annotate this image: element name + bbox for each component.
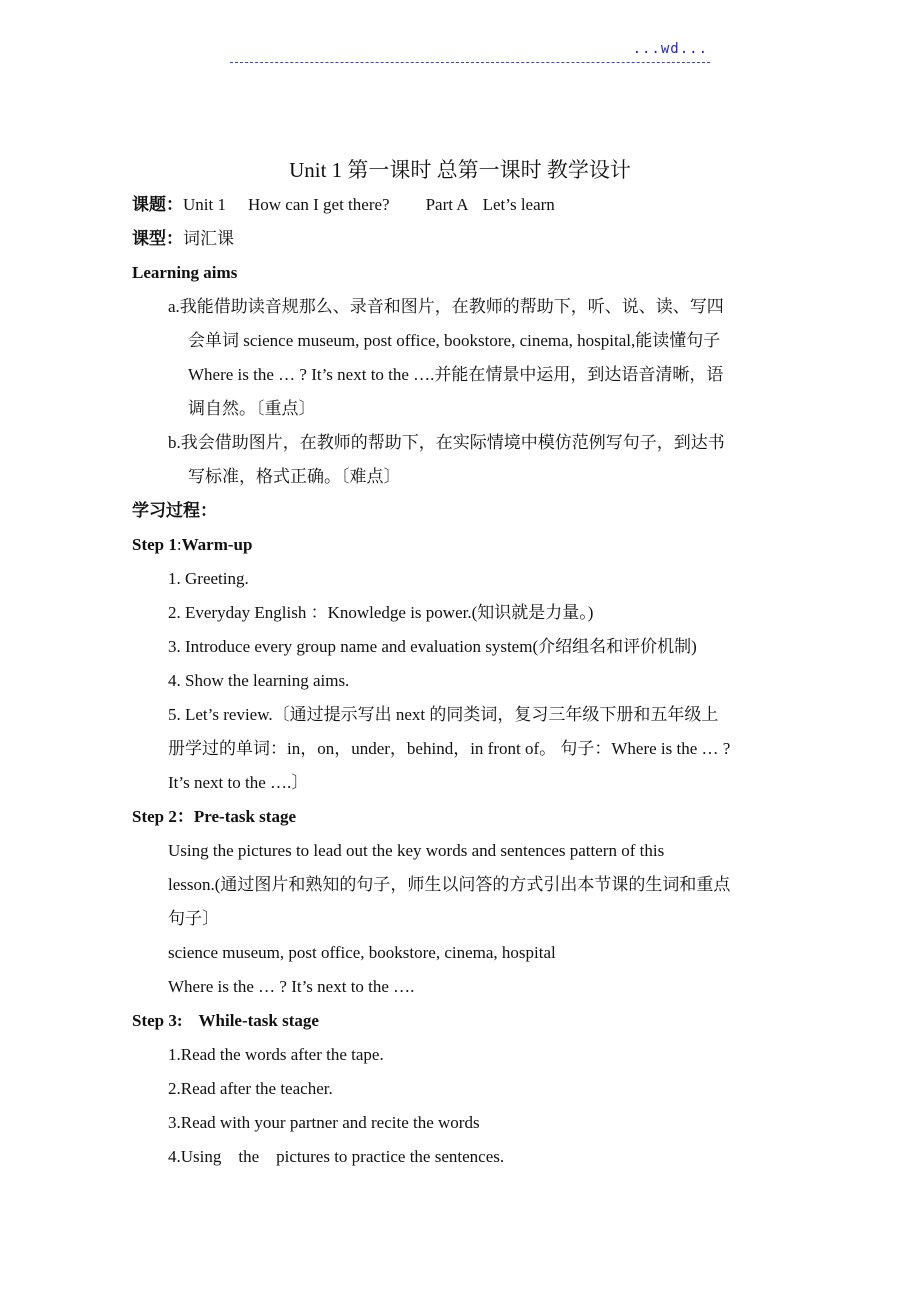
topic-unit: Unit 1 — [183, 195, 226, 214]
aim-a-line: 调自然。〔重点〕 — [188, 399, 316, 418]
topic-question: How can I get there? — [247, 195, 390, 214]
step1-item: 3. Introduce every group name and evaluation system(介绍组名和评价机制) — [168, 637, 697, 656]
step3-item: 4.Using the pictures to practice the sentences. — [168, 1147, 505, 1166]
step1-name: Warm-up — [181, 535, 253, 554]
step2-line: lesson.(通过图片和熟知的句子，师生以问答的方式引出本节课的生词和重点 — [168, 875, 731, 894]
step1-item: It’s next to the ….〕 — [168, 773, 309, 792]
step3-label: Step 3: — [132, 1011, 183, 1030]
topic-label: 课题： — [132, 195, 183, 214]
step3-item: 1.Read the words after the tape. — [168, 1045, 384, 1064]
type-line — [132, 228, 234, 250]
step1-sep: : — [176, 535, 182, 554]
aim-b-line: b.我会借助图片，在教师的帮助下，在实际情境中模仿范例写句子，到达书 — [168, 433, 725, 452]
aim-a-line: Where is the … ? It’s next to the ….并能在情景中运用，到达语音清晰，语 — [188, 365, 724, 384]
step3-item: 3.Read with your partner and recite the words — [168, 1113, 480, 1132]
step2-line: Using the pictures to lead out the key words and sentences pattern of this — [168, 841, 665, 860]
process-heading: 学习过程： — [132, 501, 217, 520]
step1-item: 册学过的单词：in，on，under，behind，in front of。 句子：Where is the … ? — [168, 739, 731, 758]
step1-item: 5. Let’s review.〔通过提示写出 next 的同类词，复习三年级下册和五年级上 — [168, 705, 719, 724]
aim-a-line: a.我能借助读音规那么、录音和图片，在教师的帮助下，听、说、读、写四 — [168, 297, 724, 316]
aim-b-line: 写标准，格式正确。〔难点〕 — [188, 467, 401, 486]
topic-sub: Let’s learn — [482, 195, 555, 214]
topic-part: Part A — [425, 195, 469, 214]
step3-name: While-task stage — [198, 1011, 319, 1030]
step3-item: 2.Read after the teacher. — [168, 1079, 333, 1098]
step2-line: Where is the … ? It’s next to the …. — [168, 977, 415, 996]
type-label: 课型： — [132, 229, 183, 248]
page-header-rule — [230, 40, 710, 63]
step1-heading — [132, 534, 252, 556]
aims-heading: Learning aims — [132, 263, 238, 282]
header-mark: ...wd... — [632, 41, 708, 57]
step1-label: Step 1 — [132, 535, 177, 554]
topic-line — [132, 194, 555, 216]
step2-line: science museum, post office, bookstore, cinema, hospital — [168, 943, 556, 962]
type-value: 词汇课 — [183, 229, 234, 248]
step3-heading — [132, 1010, 319, 1032]
step2-heading: Step 2：Pre-task stage — [132, 807, 296, 826]
step2-line: 句子〕 — [168, 909, 219, 928]
aim-a-line: 会单词 science museum, post office, bookstore, cinema, hospital,能读懂句子 — [188, 331, 721, 350]
page-title: Unit 1 第一课时 总第一课时 教学设计 — [289, 158, 631, 182]
step1-item: 1. Greeting. — [168, 569, 249, 588]
step1-item: 4. Show the learning aims. — [168, 671, 350, 690]
step1-item: 2. Everyday English ：Knowledge is power.(知识就是力量。) — [168, 603, 594, 622]
